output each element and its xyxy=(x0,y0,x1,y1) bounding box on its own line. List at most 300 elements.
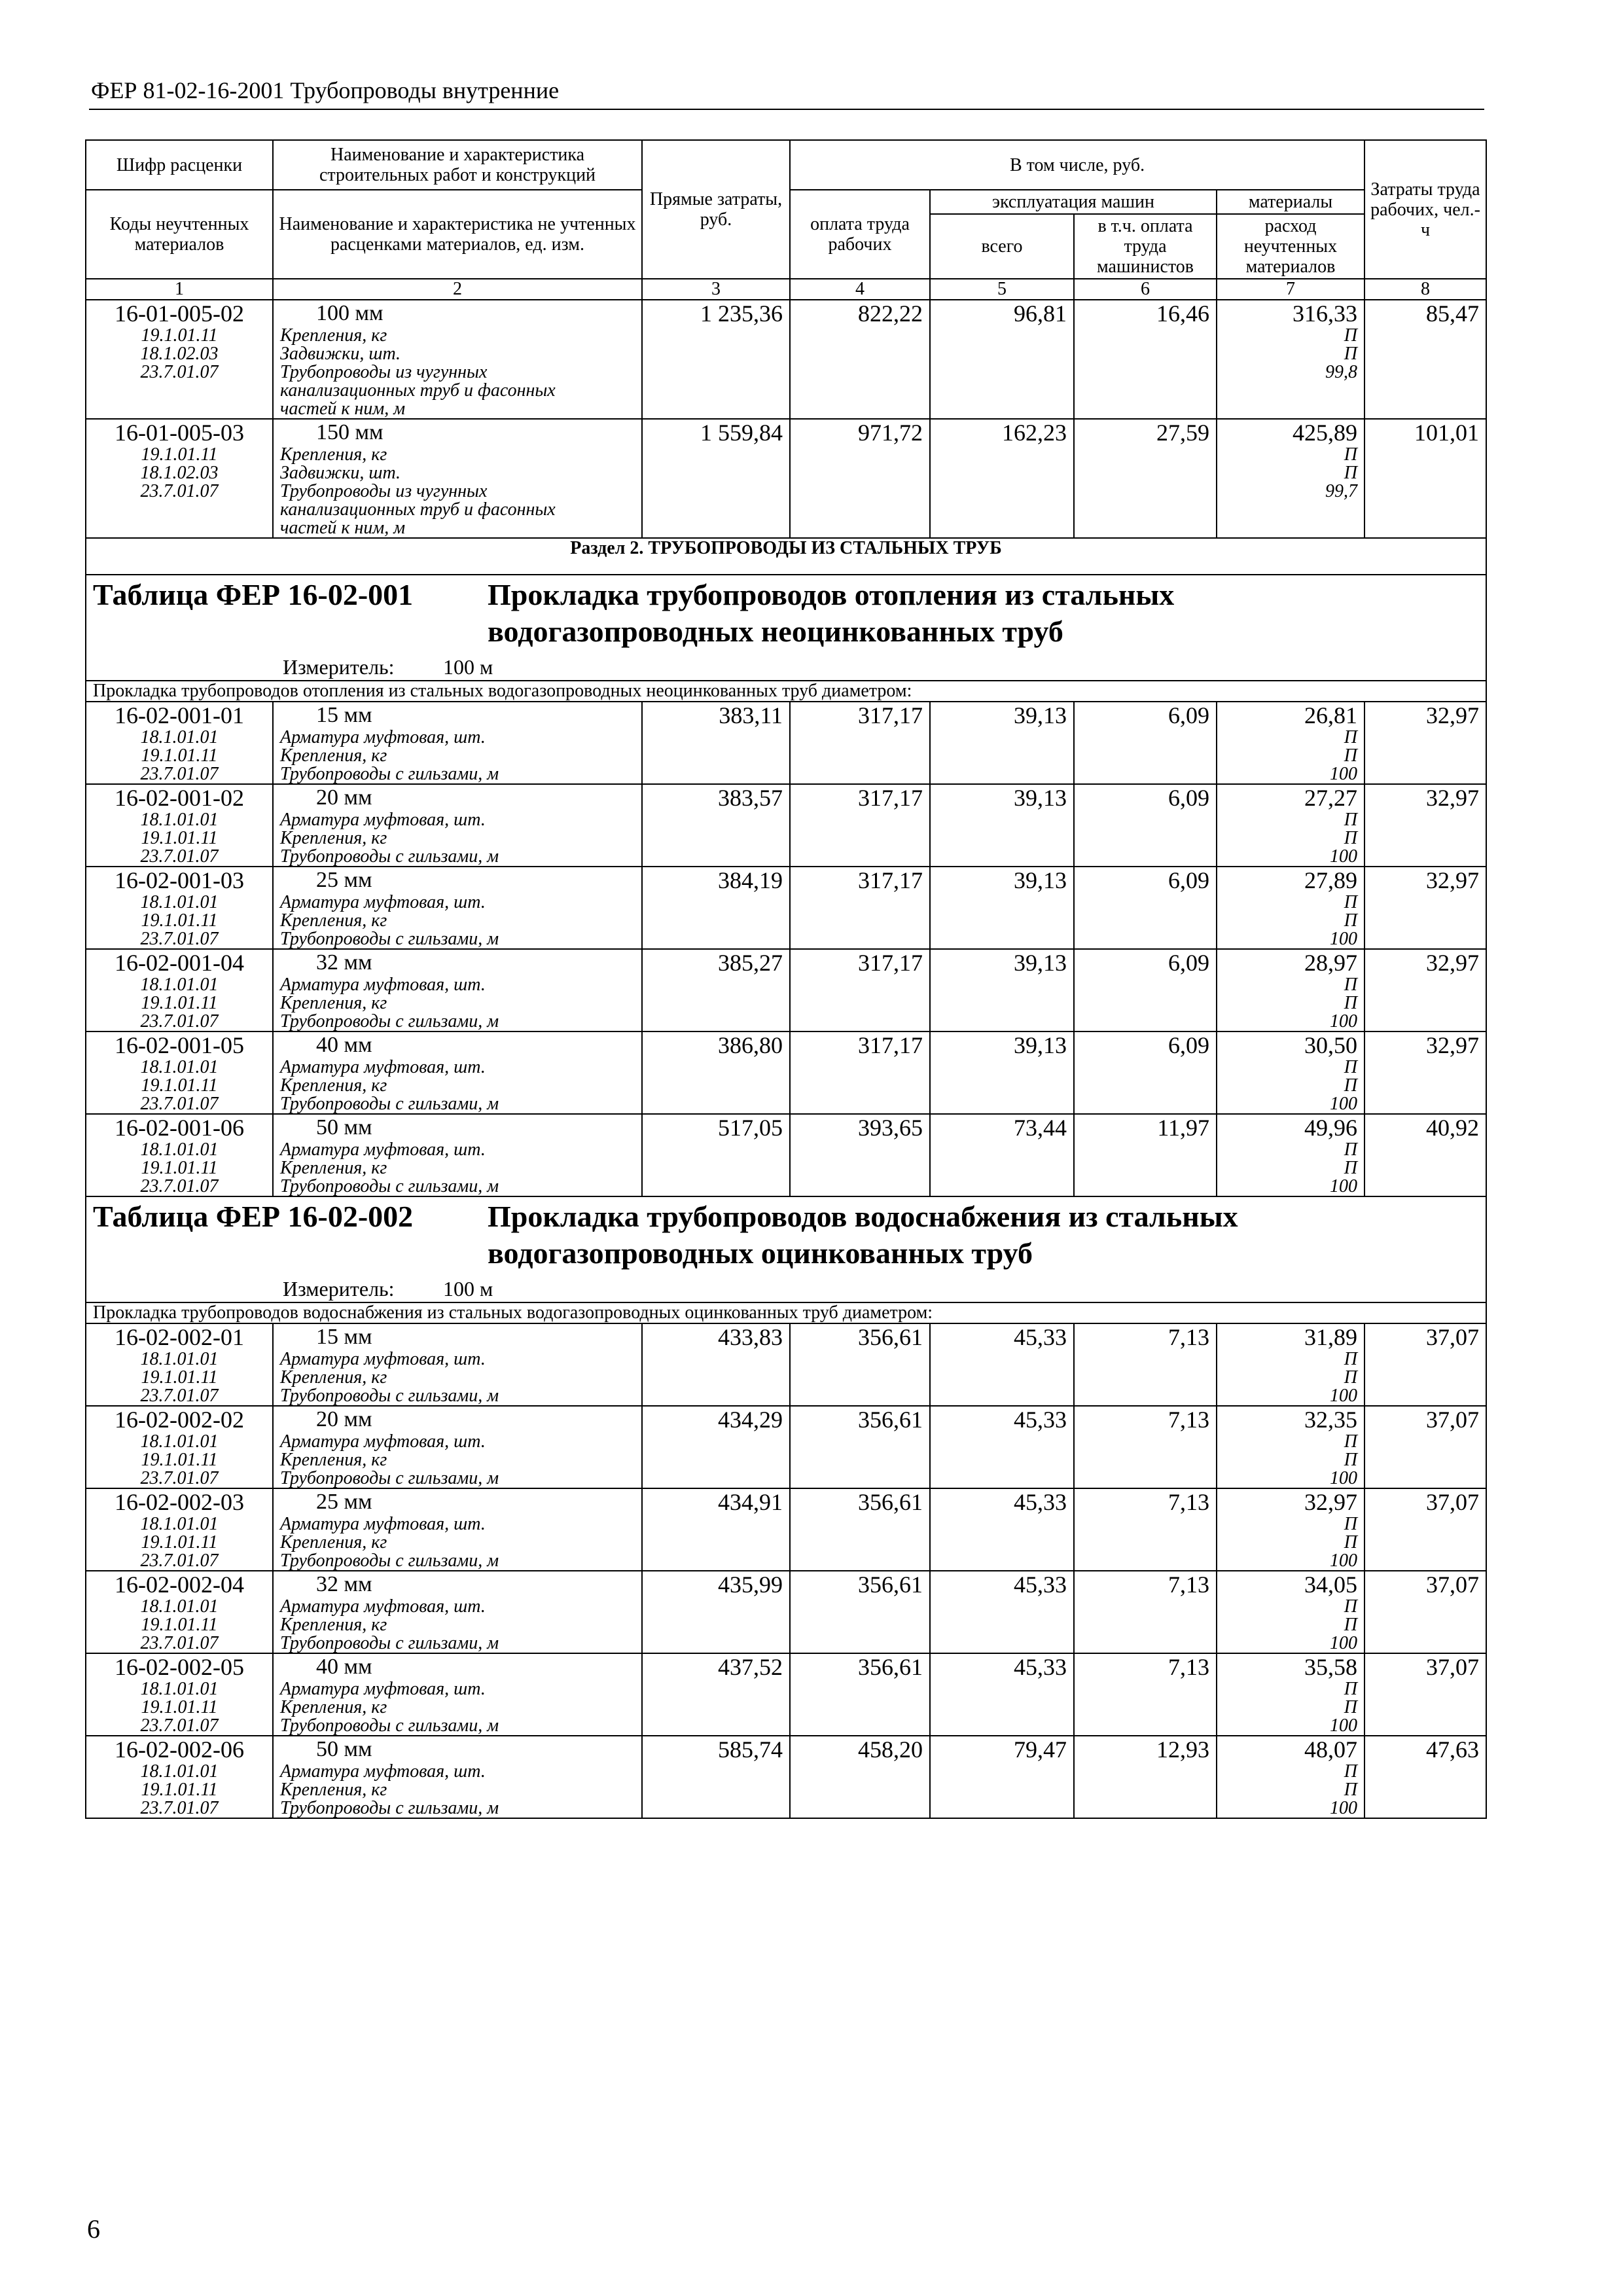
cell-labor xyxy=(1364,702,1486,784)
material-qty: 100 xyxy=(1330,1715,1358,1736)
material-qty: П xyxy=(1344,1075,1358,1096)
material-code: 18.1.01.01 xyxy=(140,1349,219,1369)
material-qty: П xyxy=(1344,892,1358,912)
value-direct: 585,74 xyxy=(718,1736,783,1763)
cell-name xyxy=(273,867,642,949)
rate-code: 16-02-002-04 xyxy=(115,1571,244,1598)
work-name: 150 мм xyxy=(316,420,383,444)
value-labor: 85,47 xyxy=(1426,300,1480,327)
cell-machpay xyxy=(1074,1323,1217,1406)
table-row xyxy=(86,1488,1486,1571)
value-labor: 32,97 xyxy=(1426,950,1480,976)
cell-code xyxy=(86,1488,273,1571)
cell-labor xyxy=(1364,1736,1486,1818)
material-qty: П xyxy=(1344,1615,1358,1635)
cell-direct xyxy=(642,1571,790,1653)
cell-machpay xyxy=(1074,419,1217,538)
cell-name xyxy=(273,1736,642,1818)
value-machpay: 6,09 xyxy=(1168,950,1209,976)
material-code: 23.7.01.07 xyxy=(140,929,219,949)
value-labor: 101,01 xyxy=(1414,420,1480,446)
table-title-block xyxy=(93,1197,1479,1302)
material-qty: 100 xyxy=(1330,1094,1358,1114)
material-name: Крепления, кг xyxy=(280,1780,387,1800)
material-code: 23.7.01.07 xyxy=(140,481,219,501)
rate-code: 16-02-001-05 xyxy=(115,1032,244,1058)
cell-mat xyxy=(1217,1488,1364,1571)
material-name: канализационных труб и фасонных xyxy=(280,380,556,401)
table-subheader: Прокладка трубопроводов отопления из стальных водогазопроводных неоцинкованных труб диаметром: xyxy=(86,681,1486,702)
cell-direct xyxy=(642,1736,790,1818)
material-name: частей к ним, м xyxy=(280,399,406,419)
cell-code xyxy=(86,1653,273,1736)
material-qty: П xyxy=(1344,1158,1358,1178)
material-code: 18.1.01.01 xyxy=(140,1139,219,1160)
value-mach: 39,13 xyxy=(1014,702,1067,728)
table-title xyxy=(488,1198,1469,1272)
material-qty: П xyxy=(1344,1679,1358,1699)
material-name: Крепления, кг xyxy=(280,910,387,931)
value-mat: 32,35 xyxy=(1304,1407,1358,1433)
work-name: 50 мм xyxy=(316,1737,372,1761)
material-code: 18.1.01.01 xyxy=(140,1596,219,1617)
material-name: Арматура муфтовая, шт. xyxy=(280,1431,486,1452)
cell-mach xyxy=(930,300,1074,419)
value-mach: 45,33 xyxy=(1014,1654,1067,1680)
material-qty: 100 xyxy=(1330,1386,1358,1406)
material-qty: П xyxy=(1344,745,1358,766)
value-machpay: 6,09 xyxy=(1168,702,1209,728)
material-name: Крепления, кг xyxy=(280,1075,387,1096)
rate-code: 16-02-001-02 xyxy=(115,785,244,811)
material-name: Арматура муфтовая, шт. xyxy=(280,1679,486,1699)
col-name-bottom: Наименование и характеристика не учтенных расценками материалов, ед. изм. xyxy=(273,190,642,279)
col-incl: В том числе, руб. xyxy=(790,140,1364,190)
material-name: Трубопроводы с гильзами, м xyxy=(280,1176,499,1196)
value-direct: 437,52 xyxy=(718,1654,783,1680)
table-row xyxy=(86,1031,1486,1114)
rate-code: 16-02-001-04 xyxy=(115,950,244,976)
value-mat: 32,97 xyxy=(1304,1489,1358,1515)
material-code: 19.1.01.11 xyxy=(141,1075,218,1096)
value-mat: 316,33 xyxy=(1293,300,1358,327)
cell-direct xyxy=(642,1406,790,1488)
table-row xyxy=(86,1114,1486,1196)
material-name: Трубопроводы с гильзами, м xyxy=(280,929,499,949)
value-pay: 356,61 xyxy=(858,1324,923,1350)
material-name: Арматура муфтовая, шт. xyxy=(280,1761,486,1782)
material-qty: П xyxy=(1344,910,1358,931)
value-direct: 383,11 xyxy=(719,702,783,728)
cell-labor xyxy=(1364,419,1486,538)
value-mat: 49,96 xyxy=(1304,1115,1358,1141)
material-code: 19.1.01.11 xyxy=(141,1532,218,1552)
value-pay: 317,17 xyxy=(858,950,923,976)
cell-code xyxy=(86,1406,273,1488)
material-name: Крепления, кг xyxy=(280,325,387,346)
col-labor-cost: Затраты труда рабочих, чел.-ч xyxy=(1364,140,1486,279)
material-code: 19.1.01.11 xyxy=(141,1697,218,1717)
value-machpay: 11,97 xyxy=(1157,1115,1209,1141)
material-name: Арматура муфтовая, шт. xyxy=(280,1514,486,1534)
cell-code xyxy=(86,419,273,538)
value-direct: 384,19 xyxy=(718,867,783,893)
material-code: 23.7.01.07 xyxy=(140,1386,219,1406)
cell-code xyxy=(86,1323,273,1406)
cell-mach xyxy=(930,1488,1074,1571)
cell-pay xyxy=(790,949,930,1031)
column-number: 3 xyxy=(642,279,790,300)
cell-direct xyxy=(642,867,790,949)
table-row xyxy=(86,1736,1486,1818)
value-mach: 45,33 xyxy=(1014,1571,1067,1598)
value-mach: 39,13 xyxy=(1014,1032,1067,1058)
material-name: Трубопроводы с гильзами, м xyxy=(280,1798,499,1818)
measure-value: 100 м xyxy=(443,655,493,679)
value-labor: 47,63 xyxy=(1426,1736,1480,1763)
value-mach: 39,13 xyxy=(1014,950,1067,976)
material-code: 23.7.01.07 xyxy=(140,362,219,382)
cell-labor xyxy=(1364,1488,1486,1571)
cell-labor xyxy=(1364,1406,1486,1488)
material-qty: 100 xyxy=(1330,1176,1358,1196)
cell-mat xyxy=(1217,419,1364,538)
cell-mat xyxy=(1217,300,1364,419)
value-labor: 32,97 xyxy=(1426,702,1480,728)
column-number: 8 xyxy=(1364,279,1486,300)
cell-mat xyxy=(1217,1114,1364,1196)
cell-pay xyxy=(790,784,930,867)
table-row xyxy=(86,1323,1486,1406)
material-qty: 100 xyxy=(1330,764,1358,784)
column-numbers-row xyxy=(86,279,1486,300)
material-name: Трубопроводы из чугунных xyxy=(280,362,488,382)
cell-mat xyxy=(1217,1031,1364,1114)
material-code: 19.1.01.11 xyxy=(141,325,218,346)
cell-name xyxy=(273,1114,642,1196)
cell-labor xyxy=(1364,784,1486,867)
material-code: 23.7.01.07 xyxy=(140,1715,219,1736)
rates-table xyxy=(85,139,1487,1819)
material-code: 19.1.01.11 xyxy=(141,910,218,931)
value-labor: 37,07 xyxy=(1426,1407,1480,1433)
table-row xyxy=(86,1571,1486,1653)
material-name: Крепления, кг xyxy=(280,1367,387,1388)
material-name: Крепления, кг xyxy=(280,993,387,1013)
material-name: Крепления, кг xyxy=(280,1450,387,1470)
work-name: 32 мм xyxy=(316,950,372,975)
material-qty: 100 xyxy=(1330,1468,1358,1488)
value-mat: 425,89 xyxy=(1293,420,1358,446)
material-qty: П xyxy=(1344,1596,1358,1617)
measure-label: Измеритель: xyxy=(283,1277,395,1300)
column-number: 4 xyxy=(790,279,930,300)
material-code: 19.1.01.11 xyxy=(141,828,218,848)
cell-direct xyxy=(642,702,790,784)
cell-pay xyxy=(790,1406,930,1488)
cell-labor xyxy=(1364,949,1486,1031)
material-qty: П xyxy=(1344,1697,1358,1717)
cell-mat xyxy=(1217,1406,1364,1488)
work-name: 40 мм xyxy=(316,1033,372,1057)
material-name: частей к ним, м xyxy=(280,518,406,538)
cell-pay xyxy=(790,1323,930,1406)
cell-direct xyxy=(642,1488,790,1571)
cell-pay xyxy=(790,1031,930,1114)
material-name: Трубопроводы с гильзами, м xyxy=(280,1386,499,1406)
rate-code: 16-02-002-02 xyxy=(115,1407,244,1433)
material-code: 19.1.01.11 xyxy=(141,1450,218,1470)
material-code: 18.1.01.01 xyxy=(140,1679,219,1699)
material-code: 19.1.01.11 xyxy=(141,993,218,1013)
work-name: 25 мм xyxy=(316,868,372,892)
cell-machpay xyxy=(1074,784,1217,867)
table-row xyxy=(86,300,1486,419)
value-direct: 383,57 xyxy=(718,785,783,811)
material-name: Трубопроводы с гильзами, м xyxy=(280,1551,499,1571)
table-subheader-row xyxy=(86,1302,1486,1323)
material-name: Арматура муфтовая, шт. xyxy=(280,1349,486,1369)
value-labor: 32,97 xyxy=(1426,867,1480,893)
page-header: ФЕР 81-02-16-2001 Трубопроводы внутренние xyxy=(91,77,560,103)
value-pay: 356,61 xyxy=(858,1571,923,1598)
material-name: Задвижки, шт. xyxy=(280,344,401,364)
table-title-cell xyxy=(86,1196,1486,1302)
cell-mat xyxy=(1217,784,1364,867)
material-qty: 100 xyxy=(1330,1798,1358,1818)
cell-pay xyxy=(790,867,930,949)
value-direct: 1 559,84 xyxy=(700,420,783,446)
cell-name xyxy=(273,300,642,419)
value-mat: 27,27 xyxy=(1304,785,1358,811)
work-name: 15 мм xyxy=(316,1325,372,1349)
value-labor: 37,07 xyxy=(1426,1324,1480,1350)
value-pay: 317,17 xyxy=(858,1032,923,1058)
value-pay: 356,61 xyxy=(858,1407,923,1433)
measure-label: Измеритель: xyxy=(283,655,395,679)
cell-labor xyxy=(1364,1031,1486,1114)
table-title-row xyxy=(86,575,1486,681)
table-title xyxy=(488,577,1469,650)
value-direct: 434,29 xyxy=(718,1407,783,1433)
material-qty: П xyxy=(1344,993,1358,1013)
cell-code xyxy=(86,1571,273,1653)
material-name: Трубопроводы с гильзами, м xyxy=(280,846,499,867)
value-labor: 37,07 xyxy=(1426,1489,1480,1515)
material-qty: П xyxy=(1344,1514,1358,1534)
value-pay: 317,17 xyxy=(858,702,923,728)
cell-mat xyxy=(1217,1653,1364,1736)
value-mat: 31,89 xyxy=(1304,1324,1358,1350)
material-name: Крепления, кг xyxy=(280,1615,387,1635)
cell-name xyxy=(273,702,642,784)
value-pay: 458,20 xyxy=(858,1736,923,1763)
table-row xyxy=(86,419,1486,538)
col-direct: Прямые затраты, руб. xyxy=(642,140,790,279)
material-name: Крепления, кг xyxy=(280,745,387,766)
material-code: 23.7.01.07 xyxy=(140,1094,219,1114)
cell-name xyxy=(273,1406,642,1488)
cell-code xyxy=(86,867,273,949)
material-code: 19.1.01.11 xyxy=(141,444,218,465)
table-title-line: водогазопроводных неоцинкованных труб xyxy=(488,615,1063,648)
cell-mach xyxy=(930,784,1074,867)
col-labor-pay: оплата труда рабочих xyxy=(790,190,930,279)
cell-direct xyxy=(642,1114,790,1196)
value-mat: 27,89 xyxy=(1304,867,1358,893)
material-code: 23.7.01.07 xyxy=(140,1633,219,1653)
cell-machpay xyxy=(1074,949,1217,1031)
value-mat: 30,50 xyxy=(1304,1032,1358,1058)
cell-code xyxy=(86,1114,273,1196)
cell-mat xyxy=(1217,867,1364,949)
col-materials: материалы xyxy=(1217,190,1364,214)
work-name: 32 мм xyxy=(316,1572,372,1596)
material-name: Трубопроводы с гильзами, м xyxy=(280,1011,499,1031)
value-machpay: 6,09 xyxy=(1168,785,1209,811)
value-mat: 34,05 xyxy=(1304,1571,1358,1598)
material-code: 23.7.01.07 xyxy=(140,1798,219,1818)
material-code: 19.1.01.11 xyxy=(141,1367,218,1388)
value-pay: 356,61 xyxy=(858,1489,923,1515)
material-code: 18.1.02.03 xyxy=(140,344,219,364)
cell-direct xyxy=(642,1323,790,1406)
cell-pay xyxy=(790,419,930,538)
cell-direct xyxy=(642,300,790,419)
material-qty: П xyxy=(1344,1761,1358,1782)
material-code: 23.7.01.07 xyxy=(140,1468,219,1488)
table-title-line: водогазопроводных оцинкованных труб xyxy=(488,1236,1033,1270)
value-mach: 45,33 xyxy=(1014,1489,1067,1515)
table-title-block xyxy=(93,575,1479,680)
material-qty: П xyxy=(1344,444,1358,465)
value-mach: 45,33 xyxy=(1014,1407,1067,1433)
value-mach: 45,33 xyxy=(1014,1324,1067,1350)
work-name: 40 мм xyxy=(316,1655,372,1679)
cell-name xyxy=(273,1488,642,1571)
column-number: 1 xyxy=(86,279,273,300)
cell-mach xyxy=(930,1736,1074,1818)
cell-labor xyxy=(1364,1114,1486,1196)
material-qty: П xyxy=(1344,1367,1358,1388)
cell-direct xyxy=(642,949,790,1031)
cell-machpay xyxy=(1074,1488,1217,1571)
material-code: 18.1.01.01 xyxy=(140,727,219,747)
cell-code xyxy=(86,1031,273,1114)
material-code: 18.1.02.03 xyxy=(140,463,219,483)
material-name: канализационных труб и фасонных xyxy=(280,499,556,520)
work-name: 25 мм xyxy=(316,1490,372,1514)
material-name: Трубопроводы с гильзами, м xyxy=(280,1633,499,1653)
table-subheader-row xyxy=(86,681,1486,702)
material-name: Арматура муфтовая, шт. xyxy=(280,810,486,830)
material-code: 23.7.01.07 xyxy=(140,1551,219,1571)
cell-direct xyxy=(642,1031,790,1114)
material-qty: П xyxy=(1344,1780,1358,1800)
rate-code: 16-01-005-02 xyxy=(115,300,244,327)
cell-pay xyxy=(790,1653,930,1736)
page-number: 6 xyxy=(87,2214,100,2244)
material-qty: П xyxy=(1344,975,1358,995)
value-labor: 32,97 xyxy=(1426,1032,1480,1058)
value-machpay: 6,09 xyxy=(1168,1032,1209,1058)
material-name: Трубопроводы с гильзами, м xyxy=(280,1715,499,1736)
value-pay: 822,22 xyxy=(858,300,923,327)
cell-code xyxy=(86,784,273,867)
material-name: Арматура муфтовая, шт. xyxy=(280,975,486,995)
cell-pay xyxy=(790,1114,930,1196)
column-number: 2 xyxy=(273,279,642,300)
cell-pay xyxy=(790,1488,930,1571)
material-qty: 100 xyxy=(1330,1633,1358,1653)
material-name: Крепления, кг xyxy=(280,444,387,465)
material-code: 23.7.01.07 xyxy=(140,764,219,784)
cell-machpay xyxy=(1074,702,1217,784)
cell-name xyxy=(273,1323,642,1406)
cell-mach xyxy=(930,1114,1074,1196)
cell-machpay xyxy=(1074,1031,1217,1114)
cell-direct xyxy=(642,1653,790,1736)
table-label: Таблица ФЕР 16-02-002 xyxy=(93,1200,414,1233)
cell-mat xyxy=(1217,702,1364,784)
material-code: 19.1.01.11 xyxy=(141,745,218,766)
col-materials-consumption: расход неучтенных материалов xyxy=(1217,214,1364,279)
col-code-top: Шифр расценки xyxy=(86,140,273,190)
table-title-cell xyxy=(86,575,1486,681)
work-name: 20 мм xyxy=(316,785,372,810)
material-name: Крепления, кг xyxy=(280,1697,387,1717)
cell-machpay xyxy=(1074,867,1217,949)
material-code: 18.1.01.01 xyxy=(140,975,219,995)
material-code: 23.7.01.07 xyxy=(140,846,219,867)
value-direct: 517,05 xyxy=(718,1115,783,1141)
value-mach: 96,81 xyxy=(1014,300,1067,327)
rate-code: 16-02-002-05 xyxy=(115,1654,244,1680)
material-name: Крепления, кг xyxy=(280,1532,387,1552)
cell-code xyxy=(86,1736,273,1818)
table-subheader: Прокладка трубопроводов водоснабжения из стальных водогазопроводных оцинкованных труб диаметром: xyxy=(86,1302,1486,1323)
cell-pay xyxy=(790,1571,930,1653)
cell-mach xyxy=(930,702,1074,784)
cell-mach xyxy=(930,1406,1074,1488)
cell-pay xyxy=(790,702,930,784)
work-name: 50 мм xyxy=(316,1115,372,1139)
cell-mat xyxy=(1217,1736,1364,1818)
value-mat: 26,81 xyxy=(1304,702,1358,728)
material-qty: П xyxy=(1344,344,1358,364)
cell-direct xyxy=(642,419,790,538)
value-direct: 434,91 xyxy=(718,1489,783,1515)
value-pay: 356,61 xyxy=(858,1654,923,1680)
cell-mach xyxy=(930,419,1074,538)
table-label: Таблица ФЕР 16-02-001 xyxy=(93,578,414,611)
cell-machpay xyxy=(1074,1406,1217,1488)
cell-labor xyxy=(1364,867,1486,949)
table-row xyxy=(86,1406,1486,1488)
value-labor: 40,92 xyxy=(1426,1115,1480,1141)
material-qty: П xyxy=(1344,828,1358,848)
cell-name xyxy=(273,419,642,538)
cell-mach xyxy=(930,1323,1074,1406)
material-name: Трубопроводы с гильзами, м xyxy=(280,1468,499,1488)
value-direct: 386,80 xyxy=(718,1032,783,1058)
section-title: Раздел 2. ТРУБОПРОВОДЫ ИЗ СТАЛЬНЫХ ТРУБ xyxy=(86,538,1486,575)
cell-name xyxy=(273,1571,642,1653)
material-qty: П xyxy=(1344,1532,1358,1552)
table-title-line: Прокладка трубопроводов водоснабжения из стальных xyxy=(488,1200,1238,1233)
rate-code: 16-02-001-01 xyxy=(115,702,244,728)
cell-mach xyxy=(930,867,1074,949)
